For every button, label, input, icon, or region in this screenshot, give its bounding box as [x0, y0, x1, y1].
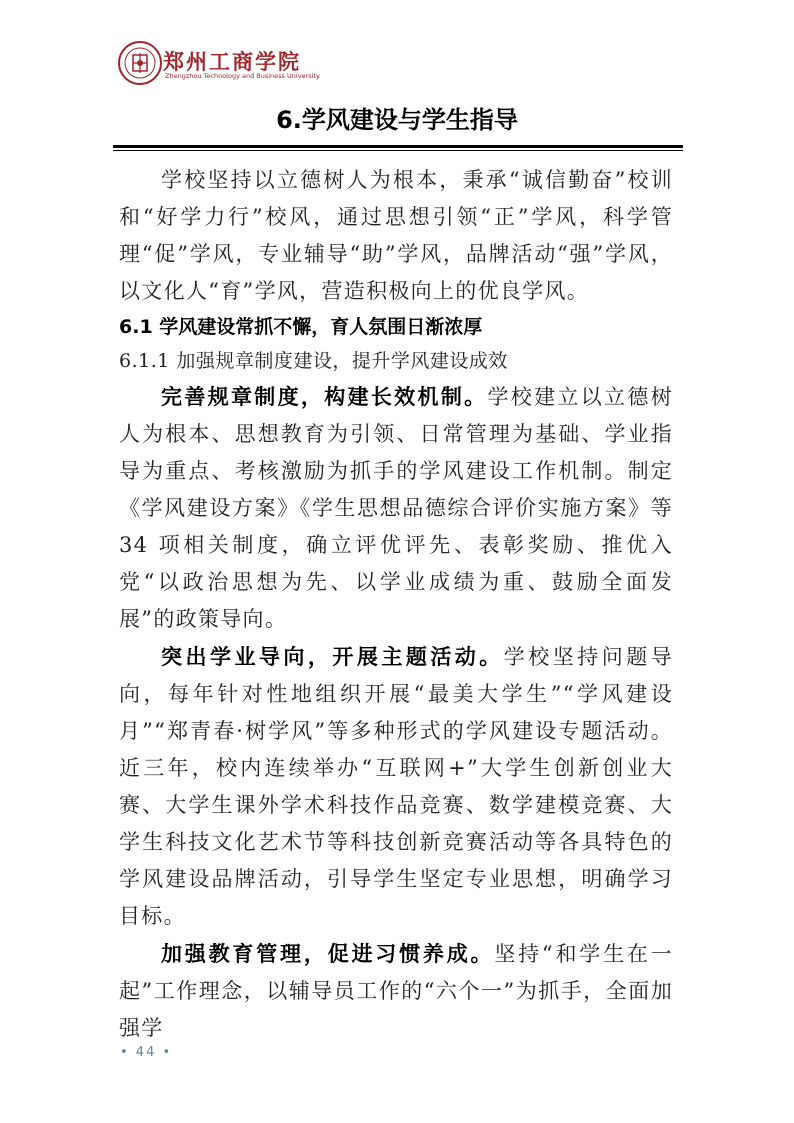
paragraph-lead: 突出学业导向，开展主题活动。	[161, 644, 504, 669]
paragraph-regulations	[119, 378, 673, 638]
paragraph-body: 坚持“和学生在一起”工作理念，以辅导员工作的“六个一”为抓手，全面加强学	[119, 942, 673, 1040]
page-number: • 44 •	[120, 1045, 173, 1060]
school-seal-logo	[117, 40, 163, 86]
paragraph-body: 学校坚持问题导向，每年针对性地组织开展“最美大学生”“学风建设月”“郑青春·树学风”等多种形式的学风建设专题活动。近三年，校内连续举办“互联网+”大学生创新创业大赛、大学生课外学术科技作品竞赛、数学建模竞赛、大学生科技文化艺术节等科技创新竞赛活动等各具特色的学风建设品牌活动，引导学生坚定专业思想，明确学习目标。	[119, 645, 673, 928]
school-name-logo: 郑州工商学院	[163, 49, 301, 74]
paragraph-lead: 完善规章制度，构建长效机制。	[161, 384, 488, 409]
section-heading: 6.1 学风建设常抓不懈，育人氛围日渐浓厚	[119, 316, 483, 338]
subsection-heading: 6.1.1 加强规章制度建设，提升学风建设成效	[119, 350, 508, 372]
paragraph-lead: 加强教育管理，促进习惯养成。	[161, 941, 495, 966]
paragraph-activities	[119, 638, 673, 935]
paragraph-management	[119, 935, 673, 1047]
title-divider-thin	[113, 150, 683, 151]
paragraph-body: 学校建立以立德树人为根本、思想教育为引领、日常管理为基础、学业指导为重点、考核激励为抓手的学风建设工作机制。制定《学风建设方案》《学生思想品德综合评价实施方案》等 34 项相关制度，确立评优评先、表彰奖励、推优入党“以政治思想为先、以学业成绩为重、鼓励全面发展”的政策导向。	[119, 385, 673, 631]
intro-paragraph: 学校坚持以立德树人为根本，秉承“诚信勤奋”校训和“好学力行”校风，通过思想引领“正”学风，科学管理“促”学风，专业辅导“助”学风，品牌活动“强”学风，以文化人“育”学风，营造积极向上的优良学风。	[119, 168, 673, 303]
document-body	[119, 162, 673, 1047]
title-divider-thick	[113, 145, 683, 148]
page-title: 6.学风建设与学生指导	[276, 106, 518, 134]
school-name-english: Zhengzhou Technology and Business University	[165, 72, 320, 80]
school-header	[117, 40, 320, 90]
